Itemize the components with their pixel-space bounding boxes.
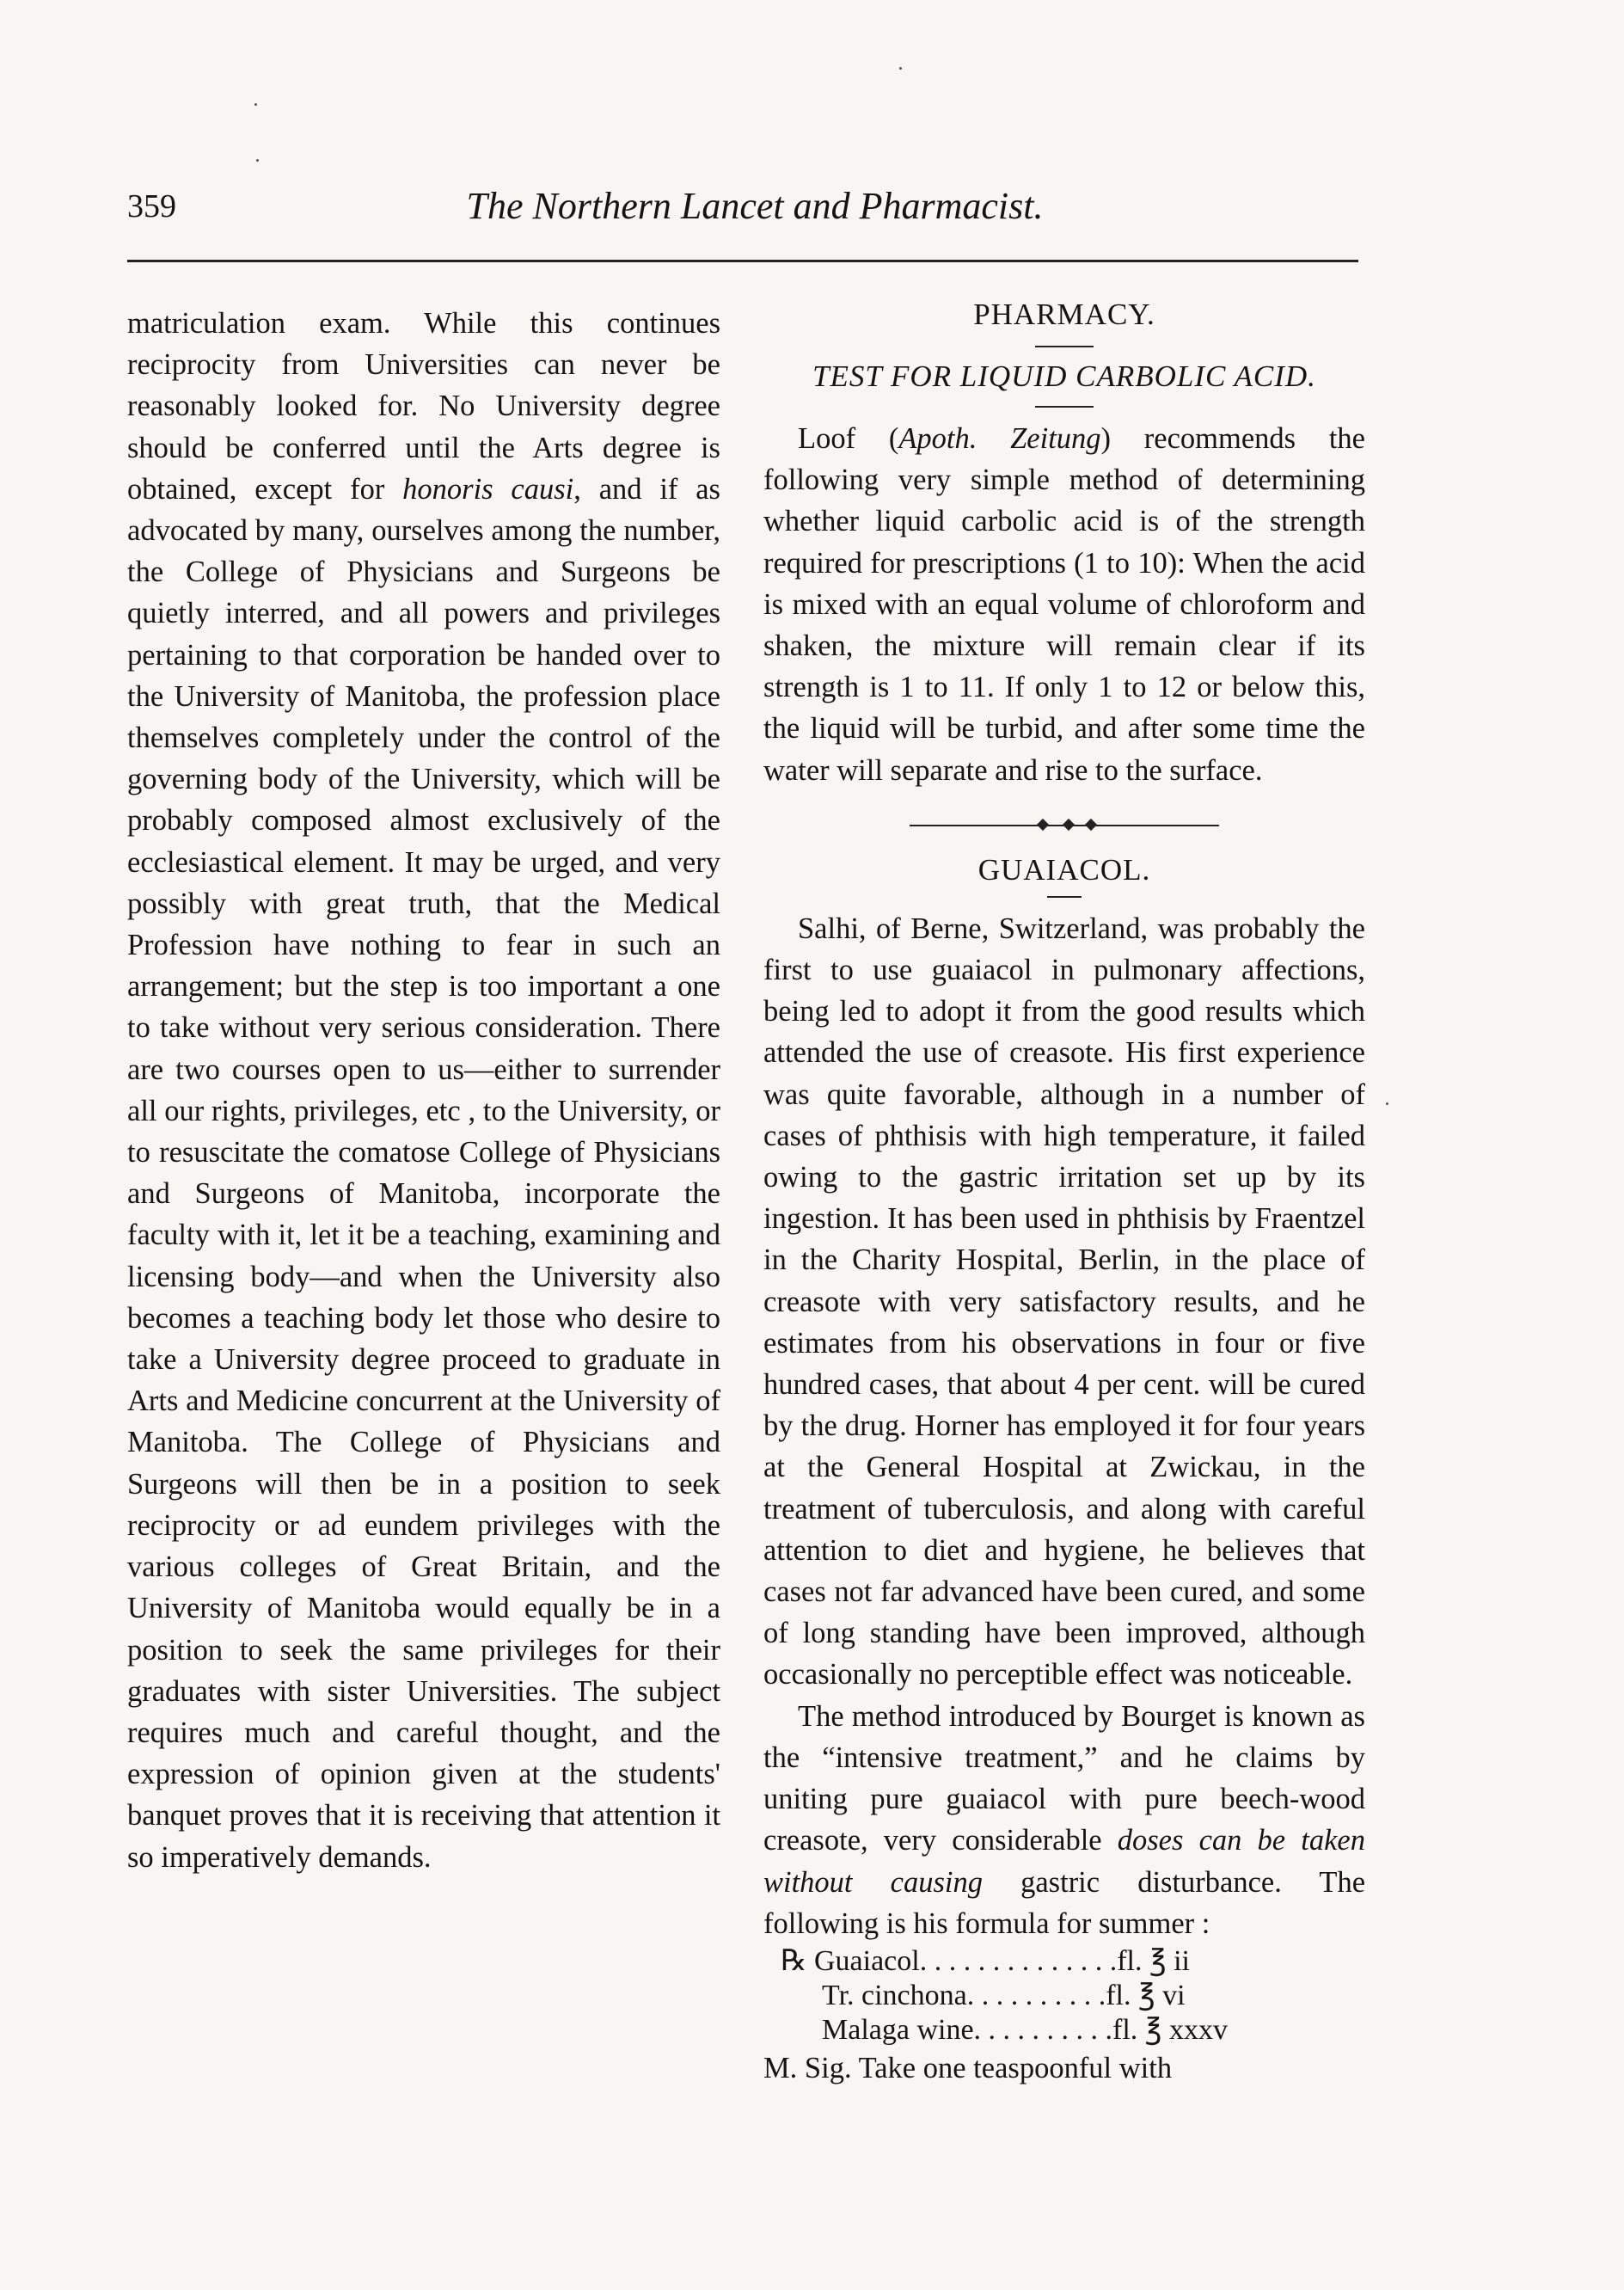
right-column bbox=[763, 294, 1365, 2089]
source-citation: Apoth. Zeitung bbox=[898, 422, 1101, 455]
journal-title: The Northern Lancet and Pharmacist. bbox=[466, 185, 1044, 227]
latin-phrase: honoris causi bbox=[402, 472, 574, 506]
section-heading: PHARMACY. bbox=[973, 298, 1155, 331]
short-rule bbox=[1035, 346, 1094, 347]
ornament-divider bbox=[910, 817, 1219, 834]
left-column-paragraph: matriculation exam. While this continues reciprocity from Universities can never be reasonably looked for. No University degree should be conferred until the Arts degree is obtained, except for honoris causi, and if as advocated by many, ourselves among the number, the College of Physicians and Surgeons be quietly interred, and all powers and privileges pertaining to that corporation be handed over to the University of Manitoba, the profession place themselves completely under the control of the governing body of the University, which will be probably composed almost exclusively of the ecclesiastical element. It may be urged, and very possibly with great truth, that the Medical Profession have nothing to fear in such an arrangement; but the step is too important a one to take without very serious consideration. There are two courses open to us—either to surrender all our rights, privileges, etc , to the University, or to resuscitate the comatose College of Physicians and Surgeons of Manitoba, incorporate the faculty with it, let it be a teaching, examining and licensing body—and when the University also becomes a teaching body let those who desire to take a University degree proceed to graduate in Arts and Medicine concurrent at the University of Manitoba. The College of Physicians and Surgeons will then be in a position to seek reciprocity or ad eundem privileges with the various colleges of Great Britain, and the University of Manitoba would equally be in a position to seek the same privileges for their graduates with sister Universities. The subject requires much and careful thought, and the expression of opinion given at the students' banquet proves that it is receiving that attention it so imperatively demands. bbox=[127, 307, 720, 1874]
header-rule bbox=[127, 260, 1358, 262]
print-speck bbox=[256, 159, 259, 162]
page-number: 359 bbox=[127, 188, 176, 224]
print-speck bbox=[1386, 1102, 1388, 1105]
short-rule bbox=[1035, 406, 1094, 408]
page-header bbox=[127, 179, 1357, 239]
prescription bbox=[763, 1944, 1365, 2047]
article-body-carbolic: Loof (Apoth. Zeitung) recommends the following very simple method of determining whether liquid carbolic acid is of the strength required for prescriptions (1 to 10): When the acid is mixed with an equal volume of chloroform and shaken, the mixture will remain clear if its strength is 1 to 11. If only 1 to 12 or below this, the liquid will be turbid, and after some time the water will separate and rise to the surface. bbox=[763, 422, 1365, 787]
prescription-line: Tr. cinchona. . . . . . . . . .fl. ℥ vi bbox=[822, 1979, 1186, 2011]
print-speck bbox=[899, 67, 902, 70]
prescription-line: ℞ Guaiacol. . . . . . . . . . . . . .fl. ℥ ii bbox=[781, 1944, 1190, 1977]
article-title-guaiacol: GUAIACOL. bbox=[977, 852, 1151, 887]
article-title-carbolic: TEST FOR LIQUID CARBOLIC ACID. bbox=[812, 359, 1316, 393]
article-body-guaiacol-1: Salhi, of Berne, Switzerland, was probably the first to use guaiacol in pulmonary affections, being led to adopt it from the good results which attended the use of creasote. His first experience was quite favorable, although in a number of cases of phthisis with high temperature, it failed owing to the gastric irritation set up by its ingestion. It has been used in phthisis by Fraentzel in the Charity Hospital, Berlin, in the place of creasote with very satisfactory results, and he estimates from his observations in four or five hundred cases, that about 4 per cent. will be cured by the drug. Horner has employed it for four years at the General Hospital at Zwickau, in the treatment of tuberculosis, and along with careful attention to diet and hygiene, he believes that cases not far advanced have been cured, and some of long standing have been improved, although occasionally no perceptible effect was noticeable. bbox=[763, 912, 1365, 1691]
article-body-guaiacol-2: The method introduced by Bourget is known as the “intensive treatment,” and he claims by uniting pure guaiacol with pure beech-wood creasote, very considerable doses can be taken without causing gastric disturbance. The following is his formula for summer : bbox=[763, 1699, 1366, 1940]
print-speck bbox=[254, 103, 257, 106]
left-column bbox=[127, 303, 720, 1878]
short-rule bbox=[1047, 896, 1082, 898]
prescription-line: Malaga wine. . . . . . . . . .fl. ℥ xxxv bbox=[822, 2013, 1228, 2046]
prescription-signature: M. Sig. Take one teaspoonful with bbox=[763, 2051, 1173, 2084]
